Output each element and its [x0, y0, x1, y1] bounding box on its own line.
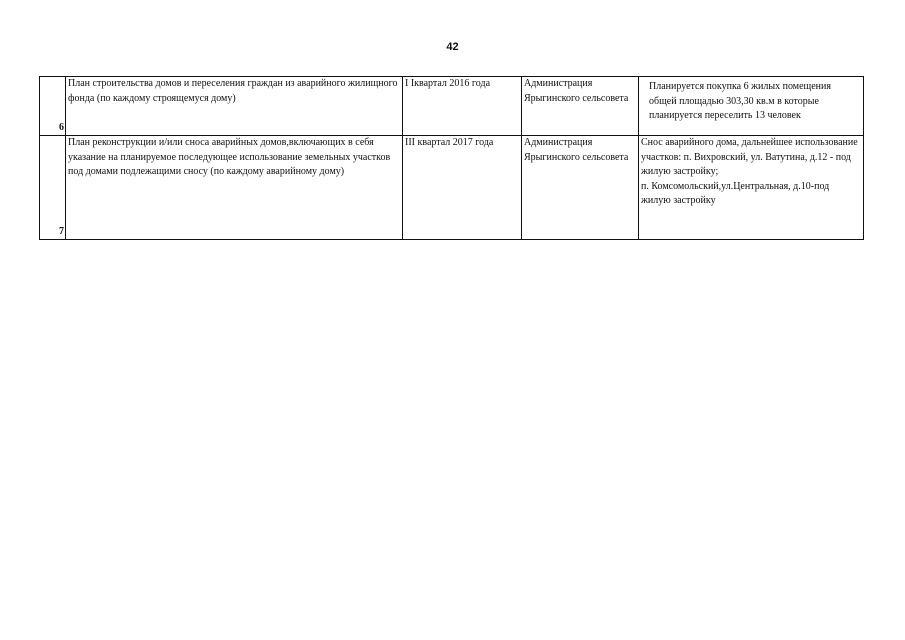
table-row — [40, 77, 864, 136]
row-number: 7 — [40, 136, 66, 240]
row-number: 6 — [40, 77, 66, 136]
table-row — [40, 136, 864, 240]
note-cell — [639, 77, 864, 136]
page-number: 42 — [446, 41, 459, 53]
note-text: Планируется покупка 6 жилых помещения общей площадью 303,30 кв.м в которые планируется переселить 13 человек — [649, 81, 831, 121]
note-cell — [639, 136, 864, 240]
term-cell: III квартал 2017 года — [403, 136, 522, 240]
term-cell: I Iквартал 2016 года — [403, 77, 522, 136]
responsible-cell: Администрация Ярыгинского сельсовета — [522, 77, 639, 136]
event-cell: План реконструкции и/или сноса аварийных домов,включающих в себя указание на планируемое последующее использование земельных участков под домами подлежащими сносу (по каждому аварийному дому) — [66, 136, 403, 240]
responsible-cell: Администрация Ярыгинского сельсовета — [522, 136, 639, 240]
plan-table — [39, 76, 864, 240]
event-cell: План строительства домов и переселения граждан из аварийного жилищного фонда (по каждому строящемуся дому) — [66, 77, 403, 136]
note-text-line-1: Снос аварийного дома, дальнейшее использование участков: п. Вихровский, ул. Ватутина, д.12 - под жилую застройку; — [641, 137, 858, 177]
note-text-line-2: п. Комсомольский,ул.Центральная, д.10-под жилую застройку — [641, 180, 830, 206]
